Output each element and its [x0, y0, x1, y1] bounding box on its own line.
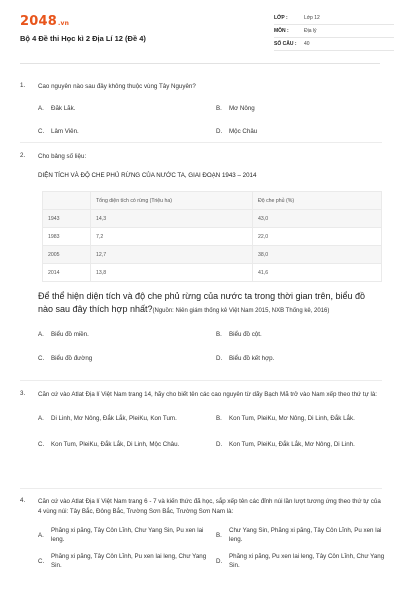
meta-value: Địa lý — [304, 28, 317, 34]
question-1 — [20, 82, 382, 136]
divider — [20, 142, 382, 143]
data-table — [42, 191, 382, 282]
option-letter: C. — [38, 128, 45, 135]
option-letter: C. — [38, 355, 45, 362]
option-letter: D. — [216, 440, 223, 448]
option-letter: A. — [38, 531, 44, 539]
meta-key: LỚP : — [274, 15, 288, 21]
question-text: Căn cứ vào Atlat Địa lí Việt Nam trang 14, hãy cho biết tên các cao nguyên từ dãy Bạch Mã trở vào Nam xếp theo thứ tự là: — [38, 391, 377, 398]
meta-value: 40 — [304, 41, 310, 47]
table-header-cell: Độ che phủ (%) — [253, 192, 382, 210]
table-cell: 41,6 — [253, 264, 382, 282]
option-text: Kon Tum, PleiKu, Đắk Lắk, Di Linh, Mộc Châu. — [51, 440, 180, 448]
option-a[interactable] — [38, 104, 210, 113]
option-d[interactable] — [216, 434, 388, 454]
option-letter: C. — [38, 557, 45, 565]
option-text: Biểu đồ miền. — [51, 331, 89, 338]
question-prompt-text: Để thể hiện diện tích và độ che phủ rừng của nước ta trong thời gian trên, biểu đồ nào sau đây thích hợp nhất? — [38, 291, 366, 314]
option-b[interactable] — [216, 525, 388, 545]
answer-options — [38, 408, 382, 454]
option-d[interactable] — [216, 127, 388, 136]
question-prompt — [38, 290, 382, 318]
answer-options — [38, 104, 382, 136]
meta-key: SỐ CÂU : — [274, 41, 297, 47]
divider — [20, 380, 382, 381]
table-cell: 2005 — [43, 246, 91, 264]
logo-text: 2048 — [20, 14, 57, 29]
option-b[interactable] — [216, 104, 388, 113]
answer-options — [38, 525, 385, 571]
meta-row-class — [274, 12, 394, 25]
option-letter: B. — [216, 105, 222, 112]
option-text: Phăng xi păng, Tây Côn Lĩnh, Chư Yang Sin, Pu xen lai leng. — [51, 527, 204, 543]
question-number: 4. — [20, 497, 26, 504]
option-letter: A. — [38, 105, 44, 112]
option-d[interactable] — [216, 551, 388, 571]
option-b[interactable] — [216, 330, 388, 339]
option-text: Lâm Viên. — [51, 128, 79, 135]
option-text: Mộc Châu — [229, 128, 258, 135]
option-text: Chư Yang Sin, Phăng xi păng, Tây Côn Lĩnh, Pu xen lai leng. — [229, 527, 382, 543]
option-text: Kon Tum, PleiKu, Mơ Nông, Di Linh, Đắk Lắk. — [229, 414, 355, 422]
table-row — [43, 264, 382, 282]
option-text: Đăk Lăk. — [51, 105, 76, 112]
table-row — [43, 210, 382, 228]
meta-row-count — [274, 38, 394, 51]
option-text: Phăng xi păng, Pu xen lai leng, Tây Côn Lĩnh, Chư Yang Sin. — [229, 553, 385, 569]
table-cell: 14,3 — [91, 210, 253, 228]
table-cell: 1983 — [43, 228, 91, 246]
option-text: Phăng xi păng, Tây Côn Lĩnh, Pu xen lai leng, Chư Yang Sin. — [51, 553, 207, 569]
table-row — [43, 246, 382, 264]
table-cell: 38,0 — [253, 246, 382, 264]
option-letter: B. — [216, 331, 222, 338]
table-header-cell — [43, 192, 91, 210]
table-row — [43, 228, 382, 246]
question-3 — [20, 390, 382, 454]
table-cell: 12,7 — [91, 246, 253, 264]
option-a[interactable] — [38, 330, 210, 339]
question-text: Cho bảng số liệu: — [38, 153, 87, 160]
answer-options — [38, 330, 382, 363]
option-text: Kon Tum, PleiKu, Đắk Lắk, Mơ Nông, Di Linh. — [229, 440, 355, 448]
exam-header — [20, 0, 380, 64]
option-letter: C. — [38, 440, 45, 448]
option-text: Biểu đồ đường — [51, 355, 93, 362]
divider — [20, 488, 382, 489]
table-cell: 22,0 — [253, 228, 382, 246]
question-text: Cao nguyên nào sau đây không thuộc vùng Tây Nguyên? — [38, 83, 196, 90]
meta-row-subject — [274, 25, 394, 38]
option-d[interactable] — [216, 354, 388, 363]
question-number: 3. — [20, 390, 26, 397]
site-logo[interactable] — [20, 14, 69, 29]
meta-key: MÔN : — [274, 28, 289, 34]
question-number: 1. — [20, 82, 26, 89]
table-cell: 7,2 — [91, 228, 253, 246]
table-cell: 1943 — [43, 210, 91, 228]
question-source: (Nguồn: Niên giám thống kê Việt Nam 2015, NXB Thống kê, 2016) — [152, 308, 330, 314]
option-c[interactable] — [38, 551, 210, 571]
question-number: 2. — [20, 152, 26, 159]
option-text: Biểu đồ cột. — [229, 331, 262, 338]
exam-title: Bộ 4 Đề thi Học kì 2 Địa Lí 12 (Đề 4) — [20, 34, 146, 43]
option-a[interactable] — [38, 408, 210, 428]
option-letter: D. — [216, 355, 223, 362]
option-b[interactable] — [216, 408, 388, 428]
option-text: Mơ Nông — [229, 105, 255, 112]
question-2 — [20, 152, 382, 363]
option-text: Biểu đồ kết hợp. — [229, 355, 275, 362]
exam-meta — [274, 12, 394, 51]
table-header-row — [43, 192, 382, 210]
table-cell: 13,8 — [91, 264, 253, 282]
option-letter: B. — [216, 414, 222, 422]
option-letter: A. — [38, 331, 44, 338]
option-letter: B. — [216, 531, 222, 539]
option-c[interactable] — [38, 354, 210, 363]
meta-value: Lớp 12 — [304, 15, 320, 21]
option-letter: D. — [216, 128, 223, 135]
option-letter: D. — [216, 557, 223, 565]
table-cell: 2014 — [43, 264, 91, 282]
option-c[interactable] — [38, 434, 210, 454]
table-header-cell: Tổng diện tích có rừng (Triệu ha) — [91, 192, 253, 210]
table-title: DIỆN TÍCH VÀ ĐỘ CHE PHỦ RỪNG CỦA NƯỚC TA, GIAI ĐOẠN 1943 – 2014 — [38, 172, 257, 179]
option-c[interactable] — [38, 127, 210, 136]
logo-suffix: .vn — [57, 20, 70, 27]
option-letter: A. — [38, 414, 44, 422]
option-text: Di Linh, Mơ Nông, Đắk Lắk, PleiKu, Kon Tum. — [51, 414, 177, 422]
question-4 — [20, 497, 385, 571]
table-cell: 43,0 — [253, 210, 382, 228]
option-a[interactable] — [38, 525, 210, 545]
question-text: Căn cứ vào Atlat Địa lí Việt Nam trang 6 - 7 và kiến thức đã học, sắp xếp tên các đỉnh núi lần lượt tương ứng theo thứ tự của 4 vùng núi: Tây Bắc, Đông Bắc, Trường Sơn Bắc, Trường Sơn Nam là: — [38, 498, 381, 515]
